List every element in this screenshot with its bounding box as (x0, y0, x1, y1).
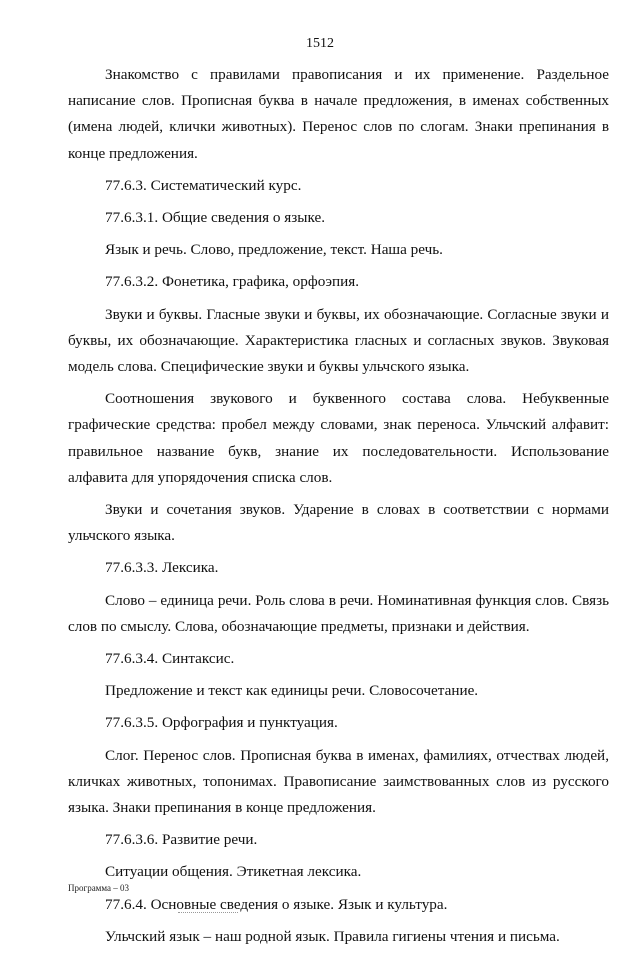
section-heading: 77.6.3.1. Общие сведения о языке. (105, 209, 325, 227)
scan-artifact-line (178, 912, 238, 914)
section-heading: 77.6.4. Основные сведения о языке. Язык и культура. (105, 895, 448, 913)
paragraph: Звуки и буквы. Гласные звуки и буквы, их обозначающие. Согласные звуки и буквы, их обозначающие. Характеристика гласных и согласных звуков. Звуковая модель слова. Специфические звуки и буквы ульчского языка. (68, 305, 609, 376)
paragraph: Слог. Перенос слов. Прописная буква в именах, фамилиях, отчествах людей, кличках животных, топонимах. Правописание заимствованных слов из русского языка. Знаки препинания в конце предложения. (68, 746, 609, 817)
section-heading: 77.6.3.3. Лексика. (105, 559, 219, 577)
section-heading: 77.6.3.6. Развитие речи. (105, 831, 258, 849)
paragraph: Знакомство с правилами правописания и их применение. Раздельное написание слов. Прописная буква в начале предложения, в именах собственных (имена людей, клички животных). Перенос слов по слогам. Знаки препинания в конце предложения. (68, 66, 609, 162)
section-heading: 77.6.3. Систематический курс. (105, 176, 302, 194)
section-heading: 77.6.3.4. Синтаксис. (105, 650, 235, 668)
paragraph: Язык и речь. Слово, предложение, текст. Наша речь. (105, 241, 443, 259)
paragraph: Предложение и текст как единицы речи. Словосочетание. (105, 682, 479, 700)
paragraph: Соотношения звукового и буквенного состава слова. Небуквенные графические средства: пробел между словами, знак переноса. Ульчский алфавит: правильное название букв, знание их последовательности. Использование алфавита для упорядочения списка слов. (68, 390, 609, 486)
document-body (68, 62, 609, 956)
paragraph: Звуки и сочетания звуков. Ударение в словах в соответствии с нормами ульчского языка. (68, 501, 609, 545)
footer-label: Программа – 03 (68, 883, 130, 893)
paragraph: Ульчский язык – наш родной язык. Правила гигиены чтения и письма. (105, 927, 560, 945)
paragraph: Ситуации общения. Этикетная лексика. (105, 863, 362, 881)
page-number: 1512 (306, 36, 334, 51)
section-heading: 77.6.3.5. Орфография и пунктуация. (105, 714, 338, 732)
section-heading: 77.6.3.2. Фонетика, графика, орфоэпия. (105, 273, 360, 291)
paragraph: Слово – единица речи. Роль слова в речи. Номинативная функция слов. Связь слов по смыслу. Слова, обозначающие предметы, признаки и действия. (68, 591, 609, 635)
